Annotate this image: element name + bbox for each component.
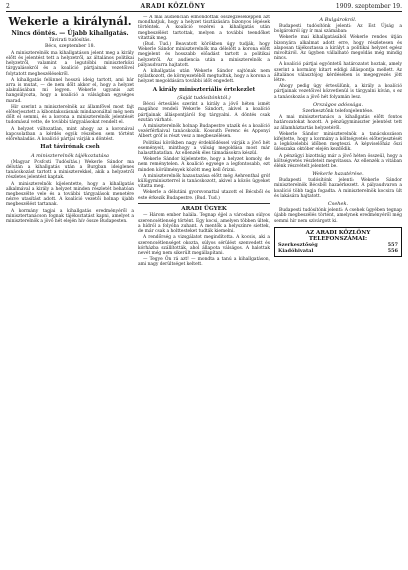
- paragraph: (Bud. Tud.) Beavatott körökben úgy tudják, hogy Wekerle Sándor miniszterelnök ma délelőtt a korona előtt megjelent és hosszabb előadást tartott a politikai helyzetről. Az audiencia után a miniszterelnök a pályaudvarra hajtatott.: [138, 42, 270, 68]
- paragraph: Bécsi értesülés szerint a király a jövő héten ismét magához rendeli Wekerle Sándort, akivel a koalíció pártjainak álláspontjáról fog tárgyalni. A döntés csak ezután várható.: [138, 102, 270, 123]
- paragraph: A kihallgatás felünnel hosszú ideig tartott, ami bár arra is mutat, — de nem dőlt akkor el, hogy a helyzet alakulásában mi legyen. Wekerle ugyanis azt hangsúlyozta, hogy a koalíció a válságban egységes marad.: [6, 77, 134, 104]
- section-heading: Hat távirónak cseh: [40, 144, 100, 151]
- wire-label: Távirati tudósítás.: [49, 38, 91, 43]
- paragraph: A miniszterelnök hazautazása előtt még Aehrenthal gróf külügyminiszterrel is tanácskozott, akivel a közös ügyeket vitatta meg.: [138, 173, 270, 190]
- telephone-ad-box: [274, 227, 402, 257]
- masthead: [6, 3, 402, 12]
- paragraph: — A mai audiencián elmondottak összegzéseképpen azt mondhatjuk, hogy a helyzet tisztázására bizonyos lépések történtek. A koalíció vezérei a kihallgatás után megbeszélést tartottak, melyen a további teendőket vitatták meg.: [138, 15, 270, 41]
- paragraph: — Tegye Ön rá azt! — mondta a tanú a kihallgatáson, ami nagy derültséget keltett.: [138, 257, 270, 268]
- columns: [6, 15, 402, 570]
- ad-row-number: 557: [387, 241, 398, 248]
- paragraph: A miniszterelnök holnap Budapestre utazik és a koalíció vezérférfiaival tanácskozik. Kossuth Ferenc és Apponyi Albert gróf is részt vesz a megbeszélésen.: [138, 124, 270, 140]
- paragraph: — Három ember halála. Tegnap éjjel a városban súlyos szerencsétlenség történt. Egy kocsi, amelyen többen ültek, a hídról a folyóba zuhant. A mentők a helyszínre siettek, de már csak a holttesteket tudták kiemelni.: [138, 213, 270, 235]
- paragraph: Wekerle a délutáni gyorsvonattal utazott el Bécsből és este érkezik Budapestre. (Bud. Tud.): [138, 190, 270, 201]
- paragraph: A kormány tagjai a kihallgatás eredményéről a minisztertanácson fognak tájékoztatást kapni, amelyet a miniszterelnök a jövő hét elején hív össze Budapesten.: [6, 208, 134, 225]
- paragraph: A rendőrség a vizsgálatot megindította. A kocsis, aki a szerencsétlenséget okozta, súlyos sérülést szenvedett és kórházba szállították, ahol állapota válságos. A halottak nevét még nem sikerült megállapítani.: [138, 235, 270, 256]
- section-heading: A Bulgárokról.: [319, 17, 357, 23]
- page-number: 2: [6, 3, 10, 10]
- paragraph: A pénzügyi bizottság már a jövő héten összeül, hogy a költségvetés részleteit megvitassa. Az ellenzék a vitában élénk részvételt jelentett be.: [274, 153, 402, 170]
- paragraph: Wekerle Sándor miniszterelnök a tanácskozáson kifejtette, hogy a kormány a költségvetés előterjesztését a legközelebbi időben megteszi. A képviselőház őszi ülésszaka október elején kezdődik.: [274, 131, 402, 153]
- section-heading: Csehek.: [327, 201, 349, 208]
- paragraph: A mai minisztertanács a kihallgatás előtt fontos határozatokat hozott. A pénzügyminiszter jelentést tett az államháztartás helyzetéről.: [274, 115, 402, 131]
- column-2: [138, 15, 270, 570]
- paragraph: Wekerle Sándor kijelentette, hogy a helyzet komoly, de nem reménytelen. A koalíció egysége a legfontosabb, ezt minden körülmények között meg kell őrizni.: [138, 157, 270, 173]
- section-subheading: Szerkesztőnk telefonjelentése.: [302, 108, 374, 114]
- section-heading: Wekerle hazatérése.: [312, 171, 364, 178]
- paragraph: A koalíció pártjai egyöntetű határozatot hoztak, amely szerint a kormány kitart eddigi álláspontja mellett. Az általános választójog kérdésében is megegyezés jött létre.: [274, 62, 402, 84]
- main-subhead: Nincs döntés. — Újabb kihallgatás.: [11, 30, 129, 37]
- paragraph: Wekerle mai kihallgatásából Wekerle rendes útján bizonyára alkalmat adott erre, hogy részletesen és alaposan tájékoztassa a királyt a politikai helyzet egész mivoltáról. Az ügyben vállalható megoldás még mindig nincs.: [274, 35, 402, 62]
- paragraph: A helyzet változatlan, mint ahogy az a koronával kapcsolatban a kérdés egyik részében sem történt előrehaladás. A koalíció pártjai várják a döntést.: [6, 126, 134, 143]
- paragraph: (Magyar Pcsfcsti Tudósítás.) Wekerle Sándor ma délután a kihallgatás után a Burgban ideiglenes tanácskozást tartott a miniszterekkel, akik a helyzetről részletes jelentést kaptak.: [6, 159, 134, 181]
- paragraph: A miniszterelnök ma kihallgatáson jelent meg a király előtt és jelentést tett a helyzetről, az általános politikai helyzetről, valamint a legutóbbi miniszterközi tárgyalásokról és a koalíció pártjainak vezetőivel folytatott megbeszélésekről.: [6, 50, 134, 77]
- paragraph: A kihallgatás után Wekerle Sándor sajtónak nem nyilatkozott, de környezetéből megtudtuk, hogy a korona a helyzet megoldására további időt engedett.: [138, 69, 270, 85]
- ad-title: AZ ARADI KÖZLÖNY TELEFONSZÁMAI:: [305, 229, 371, 242]
- column-3: [274, 15, 402, 570]
- section-subheading: A miniszterelnök tájékoztatása: [30, 152, 110, 159]
- dateline: Bécs, szeptember 18.: [45, 44, 95, 50]
- section-heading: ARADI ÜGYEK: [181, 205, 227, 212]
- ad-row: [278, 248, 398, 254]
- column-1: [6, 15, 134, 570]
- section-subheading: (Saját tudósítónktól.): [177, 95, 231, 102]
- paragraph: Politikai körökben nagy érdeklődéssel várják a jövő hét eseményeit, minthogy a válság megoldása most már halaszthatatlan. Az ellenzék éles támadásokra készül.: [138, 140, 270, 157]
- section-heading: Országos adóssága.: [312, 101, 364, 108]
- main-headline: Wekerle a királynál.: [8, 15, 132, 28]
- paragraph: Ahogy pedig úgy értesülünk, a király a koalíció pártjainak vezetőivel közvetlenül is tárgyalni kíván, s ez a tanácskozás a jövő hét folyamán lesz.: [274, 84, 402, 100]
- ad-row-label: Szerkesztőség: [278, 241, 318, 248]
- divider: [138, 203, 270, 204]
- paragraph: A miniszterelnök kijelentette, hogy a kihallgatás alkalmával a király a helyzet minden részletét behatóan megbeszélte vele és a további tárgyalások menetére nézve utasítást adott. A koalíció vezetői holnap újabb megbeszélést tartanak.: [6, 181, 134, 208]
- issue-date: 1909. szeptember 19.: [335, 3, 402, 10]
- paragraph: Budapesti tudósítónk jelenti: Az Est Újság a bolgárokról így ír mai számában:: [274, 24, 402, 35]
- paragraph: Hír szerint a miniszterelnök az államfővel most fajt előterjesztett a kibontakozásnak mindazonáltal még nem dőlt el semmi, és a korona a miniszterelnök jelentését tudomásul vette, de további tárgyalásokat rendelt el.: [6, 104, 134, 126]
- paragraph: Budapesti tudósítónk jelenti: Wekerle Sándor miniszterelnök Bécsből hazaérkezett. A pályaudvaron a koalíció több tagja fogadta. A miniszterelnök kocsira ült és lakására hajtatott.: [274, 178, 402, 199]
- paragraph: Budapesti tudósítónk jelenti: A csehek ügyében tegnap újabb megbeszélés történt, amelynek eredményéről még semmi hír nem szivárgott ki.: [274, 208, 402, 224]
- ad-row-number: 556: [387, 247, 398, 254]
- section-heading: A király miniszteriális értekezlet: [152, 86, 256, 93]
- ad-row-label: Kiadóhivatal: [278, 247, 314, 254]
- paper-name: ARADI KÖZLÖNY: [140, 3, 206, 10]
